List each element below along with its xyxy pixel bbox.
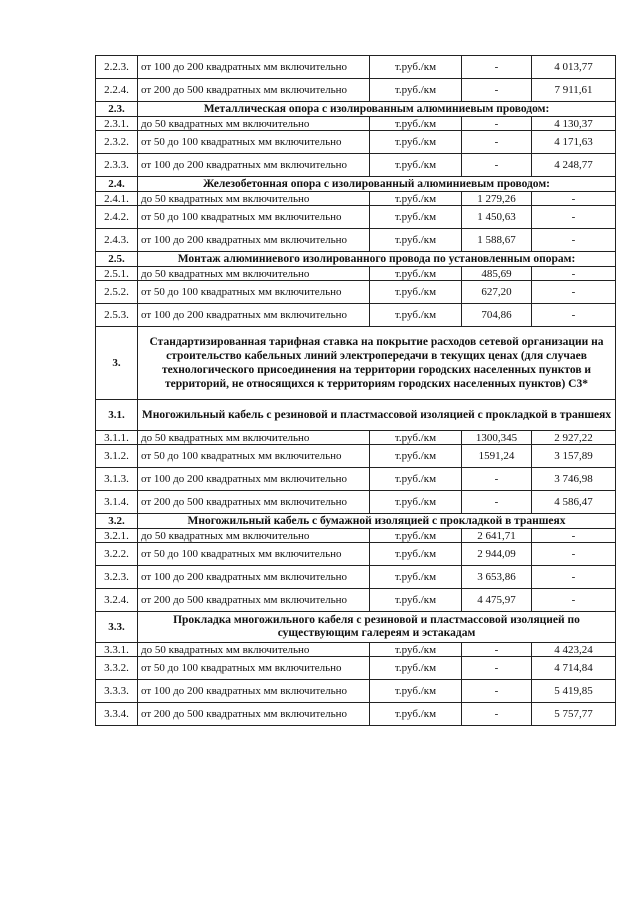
- row-number: 3.1.1.: [96, 431, 138, 445]
- row-description: от 200 до 500 квадратных мм включительно: [138, 703, 370, 726]
- row-value-1: -: [462, 657, 532, 680]
- section-number: 2.5.: [96, 252, 138, 267]
- table-row: [96, 229, 616, 252]
- row-description: от 50 до 100 квадратных мм включительно: [138, 131, 370, 154]
- row-unit: т.руб./км: [370, 56, 462, 79]
- row-unit: т.руб./км: [370, 657, 462, 680]
- row-value-1: -: [462, 56, 532, 79]
- section-row: [96, 252, 616, 267]
- row-value-1: -: [462, 154, 532, 177]
- row-value-2: -: [532, 304, 616, 327]
- row-number: 2.3.3.: [96, 154, 138, 177]
- row-unit: т.руб./км: [370, 566, 462, 589]
- section-title: Железобетонная опора с изолированный алюминиевым проводом:: [138, 177, 616, 192]
- row-unit: т.руб./км: [370, 643, 462, 657]
- row-unit: т.руб./км: [370, 229, 462, 252]
- row-number: 2.5.1.: [96, 267, 138, 281]
- row-value-2: -: [532, 192, 616, 206]
- document-page: [95, 55, 615, 726]
- row-value-2: 4 171,63: [532, 131, 616, 154]
- section-number: 3.: [96, 327, 138, 400]
- row-description: от 50 до 100 квадратных мм включительно: [138, 445, 370, 468]
- row-value-2: -: [532, 589, 616, 612]
- table-row: [96, 543, 616, 566]
- row-description: от 50 до 100 квадратных мм включительно: [138, 543, 370, 566]
- row-description: от 100 до 200 квадратных мм включительно: [138, 229, 370, 252]
- row-unit: т.руб./км: [370, 491, 462, 514]
- table-row: [96, 657, 616, 680]
- row-value-2: 5 419,85: [532, 680, 616, 703]
- row-description: от 100 до 200 квадратных мм включительно: [138, 304, 370, 327]
- row-value-2: -: [532, 529, 616, 543]
- table-row: [96, 566, 616, 589]
- row-description: до 50 квадратных мм включительно: [138, 117, 370, 131]
- table-row: [96, 56, 616, 79]
- section-title: Металлическая опора с изолированным алюминиевым проводом:: [138, 102, 616, 117]
- row-number: 2.4.3.: [96, 229, 138, 252]
- row-value-1: 704,86: [462, 304, 532, 327]
- row-value-1: -: [462, 468, 532, 491]
- section-number: 3.1.: [96, 400, 138, 431]
- row-value-1: 1 450,63: [462, 206, 532, 229]
- row-unit: т.руб./км: [370, 79, 462, 102]
- row-number: 3.3.2.: [96, 657, 138, 680]
- row-description: от 200 до 500 квадратных мм включительно: [138, 491, 370, 514]
- table-row: [96, 589, 616, 612]
- section-row: [96, 400, 616, 431]
- row-value-1: -: [462, 117, 532, 131]
- row-value-2: 4 714,84: [532, 657, 616, 680]
- row-number: 3.2.2.: [96, 543, 138, 566]
- row-value-2: 5 757,77: [532, 703, 616, 726]
- table-row: [96, 154, 616, 177]
- row-unit: т.руб./км: [370, 206, 462, 229]
- row-unit: т.руб./км: [370, 192, 462, 206]
- row-description: до 50 квадратных мм включительно: [138, 431, 370, 445]
- row-value-2: 7 911,61: [532, 79, 616, 102]
- row-number: 3.2.1.: [96, 529, 138, 543]
- tariff-table-body: [96, 56, 616, 726]
- row-number: 3.2.4.: [96, 589, 138, 612]
- section-number: 3.2.: [96, 514, 138, 529]
- tariff-table: [95, 55, 616, 726]
- section-title: Монтаж алюминиевого изолированного провода по установленным опорам:: [138, 252, 616, 267]
- row-value-1: 4 475,97: [462, 589, 532, 612]
- row-unit: т.руб./км: [370, 529, 462, 543]
- row-number: 3.1.4.: [96, 491, 138, 514]
- row-value-2: 4 013,77: [532, 56, 616, 79]
- row-number: 2.2.3.: [96, 56, 138, 79]
- row-value-1: 1300,345: [462, 431, 532, 445]
- row-value-1: -: [462, 491, 532, 514]
- row-description: от 100 до 200 квадратных мм включительно: [138, 566, 370, 589]
- row-unit: т.руб./км: [370, 445, 462, 468]
- row-value-1: -: [462, 643, 532, 657]
- row-value-1: -: [462, 680, 532, 703]
- row-description: от 100 до 200 квадратных мм включительно: [138, 468, 370, 491]
- row-number: 3.3.3.: [96, 680, 138, 703]
- section-row: [96, 612, 616, 643]
- row-value-1: -: [462, 131, 532, 154]
- row-number: 3.1.3.: [96, 468, 138, 491]
- row-unit: т.руб./км: [370, 468, 462, 491]
- row-description: от 50 до 100 квадратных мм включительно: [138, 657, 370, 680]
- row-value-2: 4 248,77: [532, 154, 616, 177]
- table-row: [96, 703, 616, 726]
- row-description: от 100 до 200 квадратных мм включительно: [138, 154, 370, 177]
- section-row: [96, 102, 616, 117]
- row-value-2: 4 586,47: [532, 491, 616, 514]
- row-description: до 50 квадратных мм включительно: [138, 529, 370, 543]
- row-value-2: -: [532, 267, 616, 281]
- table-row: [96, 304, 616, 327]
- row-value-2: 3 746,98: [532, 468, 616, 491]
- row-description: от 100 до 200 квадратных мм включительно: [138, 680, 370, 703]
- row-number: 2.5.3.: [96, 304, 138, 327]
- row-value-1: 1 588,67: [462, 229, 532, 252]
- table-row: [96, 79, 616, 102]
- row-description: от 200 до 500 квадратных мм включительно: [138, 79, 370, 102]
- row-value-2: -: [532, 566, 616, 589]
- section-row: [96, 177, 616, 192]
- table-row: [96, 117, 616, 131]
- row-number: 2.5.2.: [96, 281, 138, 304]
- section-title: Стандартизированная тарифная ставка на покрытие расходов сетевой организации на строительство кабельных линий электропередачи в текущих ценах (для случаев технологического присоединения на территории городских населенных пунктов и территорий, не относящихся к территориям городских населенных пунктов) С3*: [138, 327, 616, 400]
- section-title: Многожильный кабель с бумажной изоляцией с прокладкой в траншеях: [138, 514, 616, 529]
- row-unit: т.руб./км: [370, 154, 462, 177]
- section-title: Многожильный кабель с резиновой и пластмассовой изоляцией с прокладкой в траншеях: [138, 400, 616, 431]
- row-value-2: -: [532, 229, 616, 252]
- row-unit: т.руб./км: [370, 267, 462, 281]
- row-unit: т.руб./км: [370, 131, 462, 154]
- table-row: [96, 680, 616, 703]
- table-row: [96, 643, 616, 657]
- row-unit: т.руб./км: [370, 281, 462, 304]
- row-number: 2.3.2.: [96, 131, 138, 154]
- row-description: до 50 квадратных мм включительно: [138, 192, 370, 206]
- table-row: [96, 131, 616, 154]
- row-value-2: 2 927,22: [532, 431, 616, 445]
- table-row: [96, 192, 616, 206]
- row-unit: т.руб./км: [370, 589, 462, 612]
- row-description: от 50 до 100 квадратных мм включительно: [138, 206, 370, 229]
- row-value-2: -: [532, 281, 616, 304]
- row-unit: т.руб./км: [370, 431, 462, 445]
- table-row: [96, 529, 616, 543]
- row-number: 3.1.2.: [96, 445, 138, 468]
- row-number: 3.3.4.: [96, 703, 138, 726]
- row-number: 3.2.3.: [96, 566, 138, 589]
- row-unit: т.руб./км: [370, 703, 462, 726]
- row-value-2: 4 423,24: [532, 643, 616, 657]
- row-value-1: 3 653,86: [462, 566, 532, 589]
- row-value-1: 1 279,26: [462, 192, 532, 206]
- row-description: от 50 до 100 квадратных мм включительно: [138, 281, 370, 304]
- section-number: 2.4.: [96, 177, 138, 192]
- row-unit: т.руб./км: [370, 543, 462, 566]
- row-unit: т.руб./км: [370, 117, 462, 131]
- section-row: [96, 327, 616, 400]
- row-value-1: 2 641,71: [462, 529, 532, 543]
- section-number: 2.3.: [96, 102, 138, 117]
- table-row: [96, 281, 616, 304]
- row-number: 3.3.1.: [96, 643, 138, 657]
- row-number: 2.3.1.: [96, 117, 138, 131]
- row-description: до 50 квадратных мм включительно: [138, 643, 370, 657]
- table-row: [96, 491, 616, 514]
- row-description: от 200 до 500 квадратных мм включительно: [138, 589, 370, 612]
- row-value-1: 1591,24: [462, 445, 532, 468]
- row-value-1: 2 944,09: [462, 543, 532, 566]
- row-unit: т.руб./км: [370, 680, 462, 703]
- table-row: [96, 267, 616, 281]
- row-number: 2.4.2.: [96, 206, 138, 229]
- row-description: от 100 до 200 квадратных мм включительно: [138, 56, 370, 79]
- row-value-1: 627,20: [462, 281, 532, 304]
- row-value-2: 3 157,89: [532, 445, 616, 468]
- row-value-2: -: [532, 543, 616, 566]
- row-number: 2.2.4.: [96, 79, 138, 102]
- row-value-1: 485,69: [462, 267, 532, 281]
- section-title: Прокладка многожильного кабеля с резиновой и пластмассовой изоляцией по существующим галереям и эстакадам: [138, 612, 616, 643]
- section-number: 3.3.: [96, 612, 138, 643]
- table-row: [96, 431, 616, 445]
- table-row: [96, 468, 616, 491]
- row-value-1: -: [462, 79, 532, 102]
- row-number: 2.4.1.: [96, 192, 138, 206]
- row-value-2: 4 130,37: [532, 117, 616, 131]
- row-unit: т.руб./км: [370, 304, 462, 327]
- row-value-1: -: [462, 703, 532, 726]
- section-row: [96, 514, 616, 529]
- table-row: [96, 206, 616, 229]
- table-row: [96, 445, 616, 468]
- row-description: до 50 квадратных мм включительно: [138, 267, 370, 281]
- row-value-2: -: [532, 206, 616, 229]
